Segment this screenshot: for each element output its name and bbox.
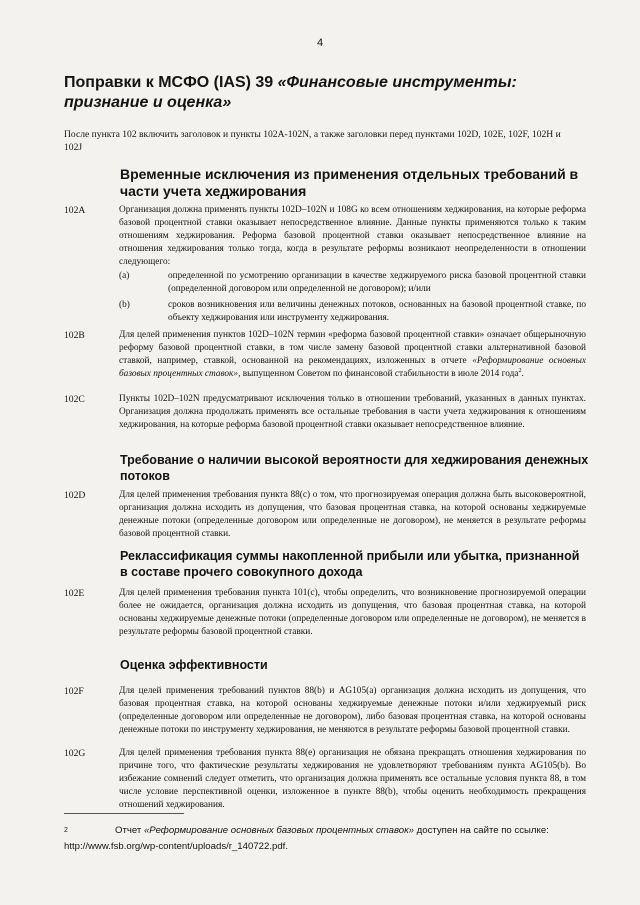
paragraph-number: 102E — [64, 588, 85, 599]
title-prefix: Поправки к МСФО (IAS) 39 — [64, 74, 278, 91]
paragraph-102B — [64, 329, 586, 381]
paragraph-102G — [64, 747, 586, 812]
paragraph-number: 102G — [64, 748, 86, 759]
paragraph-number: 102F — [64, 686, 84, 697]
paragraph-text: Для целей применения пунктов 102D–102N термин «реформа базовой процентной ставки» означает общерыночную реформу базовой процентной ставки, в том числе замену базовой процентной ставки альтернативной базовой ставкой, например, ставкой, основанной на рекомендациях, изложенных в отчете «Реформирование основных базовых процентных ставок», выпущенном Советом по финансовой стабильности в июле 2014 года$^2$. — [119, 330, 586, 379]
intro-text: После пункта 102 включить заголовок и пункты 102A-102N, а также заголовки перед пунктами 102D, 102E, 102F, 102H и 102J — [64, 129, 561, 153]
paragraph-number: 102B — [64, 330, 85, 341]
subparagraph-text: сроков возникновения или величины денежных потоков, основанных на базовой процентной ставке, по объекту хеджирования или инструменту хеджирования. — [168, 300, 586, 323]
footnote-report-italic: «Реформирование основных базовых процентных ставок» — [143, 825, 414, 836]
title-italic: «Финансовые инструменты: признание и оценка» — [64, 74, 517, 111]
footnote-text: Отчет «Реформирование основных базовых процентных ставок» доступен на сайте по ссылке: http://www.fsb.org/wp-content/uploads/r_140722.pdf. — [115, 823, 584, 855]
paragraph-text: Для целей применения требования пункта 88(c) о том, что прогнозируемая операция должна быть высоковероятной, организация должна исходить из допущения, что базовая процентная ставка, на которой основаны хеджируемые денежные потоки (определенные договором или определенные не договором), не меняется в результате реформы базовой процентной ставки. — [119, 490, 586, 539]
paragraph-number: 102D — [64, 490, 86, 501]
paragraph-number: 102C — [64, 394, 85, 405]
page-number: 4 — [316, 37, 324, 49]
report-title-italic: «Реформирование основных базовых процентных ставок» — [119, 356, 586, 379]
subparagraph-label: (a) — [119, 271, 130, 281]
footnote-link[interactable]: http://www.fsb.org/wp-content/uploads/r_140722.pdf. — [64, 841, 288, 852]
subparagraph-102A-b — [64, 299, 586, 325]
paragraph-text: Организация должна применять пункты 102D–102N и 108G ко всем отношениям хеджирования, на которые реформа базовой процентной ставки оказывает непосредственное влияние. Данные пункты применяются только к таким отношениям хеджирования. Реформа базовой процентной ставки оказывает непосредственное влияние на отношения хеджирования только тогда, когда в результате реформы возникают неопределенности в отношении следующего: — [119, 205, 586, 267]
paragraph-102F — [64, 685, 586, 737]
paragraph-102C — [64, 393, 586, 432]
paragraph-number: 102A — [64, 205, 86, 216]
subparagraph-label: (b) — [119, 300, 130, 310]
paragraph-102A — [64, 204, 586, 269]
subparagraph-text: определенной по усмотрению организации в качестве хеджируемого риска базовой процентной ставки (определенной договором или определенной не договором); и/или — [168, 271, 586, 294]
footnote-divider — [64, 813, 184, 814]
section-heading-temporary-exceptions: Временные исключения из применения отдельных требований в части учета хеджирования — [120, 166, 579, 199]
section-heading-high-probability: Требование о наличии высокой вероятности для хеджирования денежных потоков — [120, 453, 589, 483]
section-heading-effectiveness: Оценка эффективности — [120, 658, 268, 672]
paragraph-102D — [64, 489, 586, 541]
footnote-ref[interactable]: 2 — [518, 367, 522, 374]
subparagraph-102A-a — [64, 270, 586, 296]
paragraph-text: Для целей применения требования пункта 88(e) организация не обязана прекращать отношения хеджирования по причине того, что фактические результаты хеджирования не удовлетворяют требованиям пункта AG105(b). Во избежание сомнений следует отметить, что организация должна применять все остальные условия пункта 88, в том числе условие перспективной оценки, изложенное в пункте 88(b), чтобы оценить необходимость прекращения отношений хеджирования. — [119, 748, 586, 810]
paragraph-text: Для целей применения требования пункта 101(c), чтобы определить, что возникновение прогнозируемой операции более не ожидается, организация должна исходить из допущения, что базовая процентная ставка, на которой основаны хеджируемые денежные потоки (определенные договором или определенные не договором), не меняется в результате реформы базовой процентной ставки. — [119, 588, 586, 637]
footnote — [64, 823, 584, 855]
paragraph-102E — [64, 587, 586, 639]
paragraph-text: Для целей применения требований пунктов 88(b) и AG105(a) организация должна исходить из допущения, что базовая процентная ставка, на которой основаны хеджируемые денежные потоки и/или хеджируемый риск (определенные договором или определенные не договором), либо базовая процентная ставка, на которой основаны денежные потоки по инструменту хеджирования, не меняются в результате реформы базовой процентной ставки. — [119, 686, 586, 735]
section-heading-reclassification: Реклассификация суммы накопленной прибыли или убытка, признанной в составе прочего совокупного дохода — [120, 549, 580, 579]
document-title — [64, 73, 594, 113]
footnote-mark: 2 — [64, 827, 68, 834]
paragraph-text: Пункты 102D–102N предусматривают исключения только в отношении требований, указанных в данных пунктах. Организация должна продолжать применять все остальные требования в части учета хеджирования к отношениям хеджирования, на которые реформа базовой процентной ставки оказывает непосредственное влияние. — [119, 394, 586, 430]
